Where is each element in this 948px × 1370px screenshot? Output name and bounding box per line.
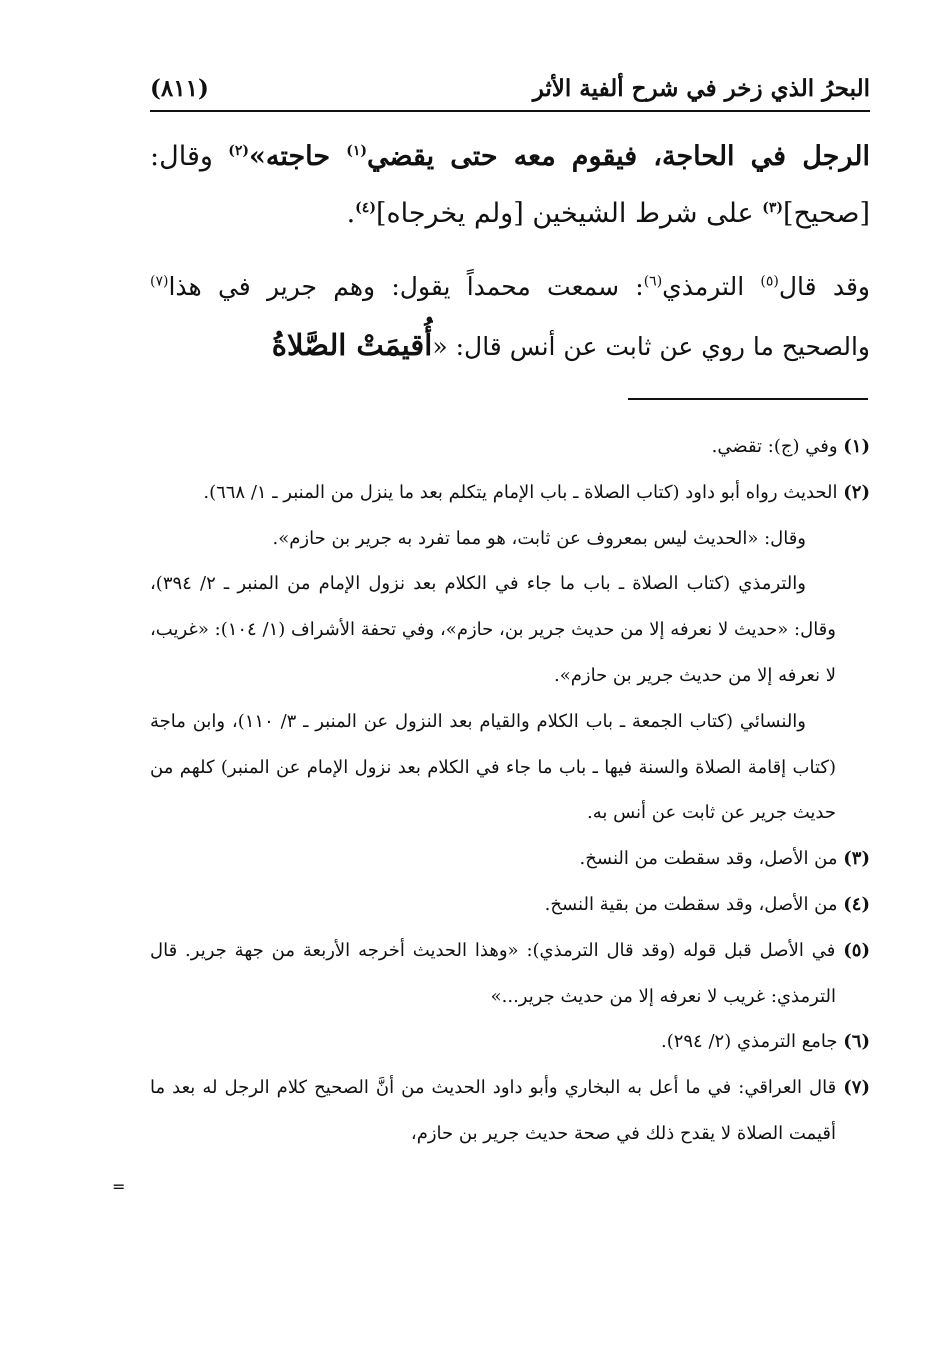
footnote-4 <box>150 882 870 928</box>
footnote-text: الحديث رواه أبو داود (كتاب الصلاة ـ باب الإمام يتكلم بعد ما ينزل من المنبر ـ ١/ ٦٦٨). <box>203 481 838 503</box>
p2-segment-3: : سمعت محمداً يقول: وهم جرير في هذا <box>168 272 644 301</box>
footnote-7 <box>150 1065 870 1157</box>
main-text <box>150 128 870 376</box>
footnote-number: (٥) <box>843 939 870 961</box>
footnotes <box>150 424 870 1157</box>
footnote-number: (٢) <box>843 481 870 503</box>
footnote-2-cont-a <box>150 516 870 562</box>
p1-segment-4: على شرط الشيخين [ولم يخرجاه] <box>375 198 763 229</box>
footnote-number: (٦) <box>843 1031 870 1053</box>
footnote-5 <box>150 928 870 1020</box>
running-title: البحرُ الذي زخر في شرح ألفية الأثر <box>532 74 870 102</box>
footnote-marker-7: (٧) <box>150 273 169 290</box>
header-rule <box>150 110 870 112</box>
footnote-2-cont-c <box>150 699 870 836</box>
p1-segment-1: الرجل في الحاجة، فيقوم معه حتى يقضي <box>367 141 870 172</box>
footnote-text: والنسائي (كتاب الجمعة ـ باب الكلام والقيام بعد النزول عن المنبر ـ ٣/ ١١٠)، وابن ماجة (كتاب إقامة الصلاة والسنة فيها ـ باب ما جاء في الكلام بعد نزول الإمام عن المنبر) كلهم من حديث جرير عن ثابت عن أنس به. <box>150 710 836 824</box>
page-number: (٨١١) <box>150 74 209 102</box>
footnote-text: قال العراقي: في ما أعل به البخاري وأبو داود الحديث من أنَّ الصحيح كلام الرجل له بعد ما أقيمت الصلاة لا يقدح ذلك في صحة حديث جرير بن حازم، <box>150 1077 837 1144</box>
p1-segment-2: حاجته» <box>248 141 347 172</box>
footnote-number: (٧) <box>843 1077 870 1099</box>
footnote-text: من الأصل، وقد سقطت من بقية النسخ. <box>544 893 838 915</box>
footnote-text: وقال: «الحديث ليس بمعروف عن ثابت، هو مما تفرد به جرير بن حازم». <box>272 527 806 549</box>
footnote-number: (١) <box>843 436 870 457</box>
footnote-text: من الأصل، وقد سقطت من النسخ. <box>579 848 838 870</box>
p1-segment-5: . <box>346 198 356 229</box>
footnote-2 <box>150 470 870 516</box>
footnote-marker-1: (١) <box>346 143 367 159</box>
footnote-text: جامع الترمذي (٢/ ٢٩٤). <box>660 1031 838 1053</box>
footnote-1 <box>150 424 870 470</box>
footnote-marker-5: (٥) <box>760 273 779 290</box>
paragraph-2 <box>150 258 870 376</box>
footnote-marker-2: (٢) <box>228 143 249 159</box>
footnote-3 <box>150 836 870 882</box>
footnote-text: والترمذي (كتاب الصلاة ـ باب ما جاء في الكلام بعد نزول الإمام من المنبر ـ ٢/ ٣٩٤)، وقال: «حديث لا نعرفه إلا من حديث جرير بن، حازم»، وفي تحفة الأشراف (١/ ١٠٤): «غريب، لا نعرفه إلا من حديث جرير بن حازم». <box>150 573 836 686</box>
footnote-6 <box>150 1019 870 1065</box>
footnote-separator <box>628 398 868 400</box>
footnote-number: (٣) <box>843 848 870 870</box>
p2-hadith-start: أُقيمَتْ الصَّلاةُ <box>271 328 433 362</box>
footnote-marker-4: (٤) <box>355 200 376 216</box>
paragraph-1 <box>150 128 870 242</box>
footnote-marker-6: (٦) <box>643 273 663 290</box>
footnote-text: وفي (ج): تقضي. <box>711 436 838 457</box>
p2-segment-1: وقد قال <box>778 272 870 301</box>
continuation-mark: = <box>112 1177 126 1196</box>
footnote-marker-3: (٣) <box>762 200 783 216</box>
footnote-text: في الأصل قبل قوله (وقد قال الترمذي): «وهذا الحديث أخرجه الأربعة من جهة جرير. قال الترمذي: غريب لا نعرفه إلا من حديث جرير...» <box>150 939 836 1007</box>
p2-segment-2: الترمذي <box>662 272 761 301</box>
p2-segment-4: والصحيح ما روي عن ثابت عن أنس قال: « <box>432 332 870 361</box>
footnote-2-cont-b <box>150 561 870 698</box>
p1-segment-3: وقال: [صحيح] <box>150 141 870 229</box>
page-header <box>150 70 870 106</box>
footnote-number: (٤) <box>843 893 870 915</box>
